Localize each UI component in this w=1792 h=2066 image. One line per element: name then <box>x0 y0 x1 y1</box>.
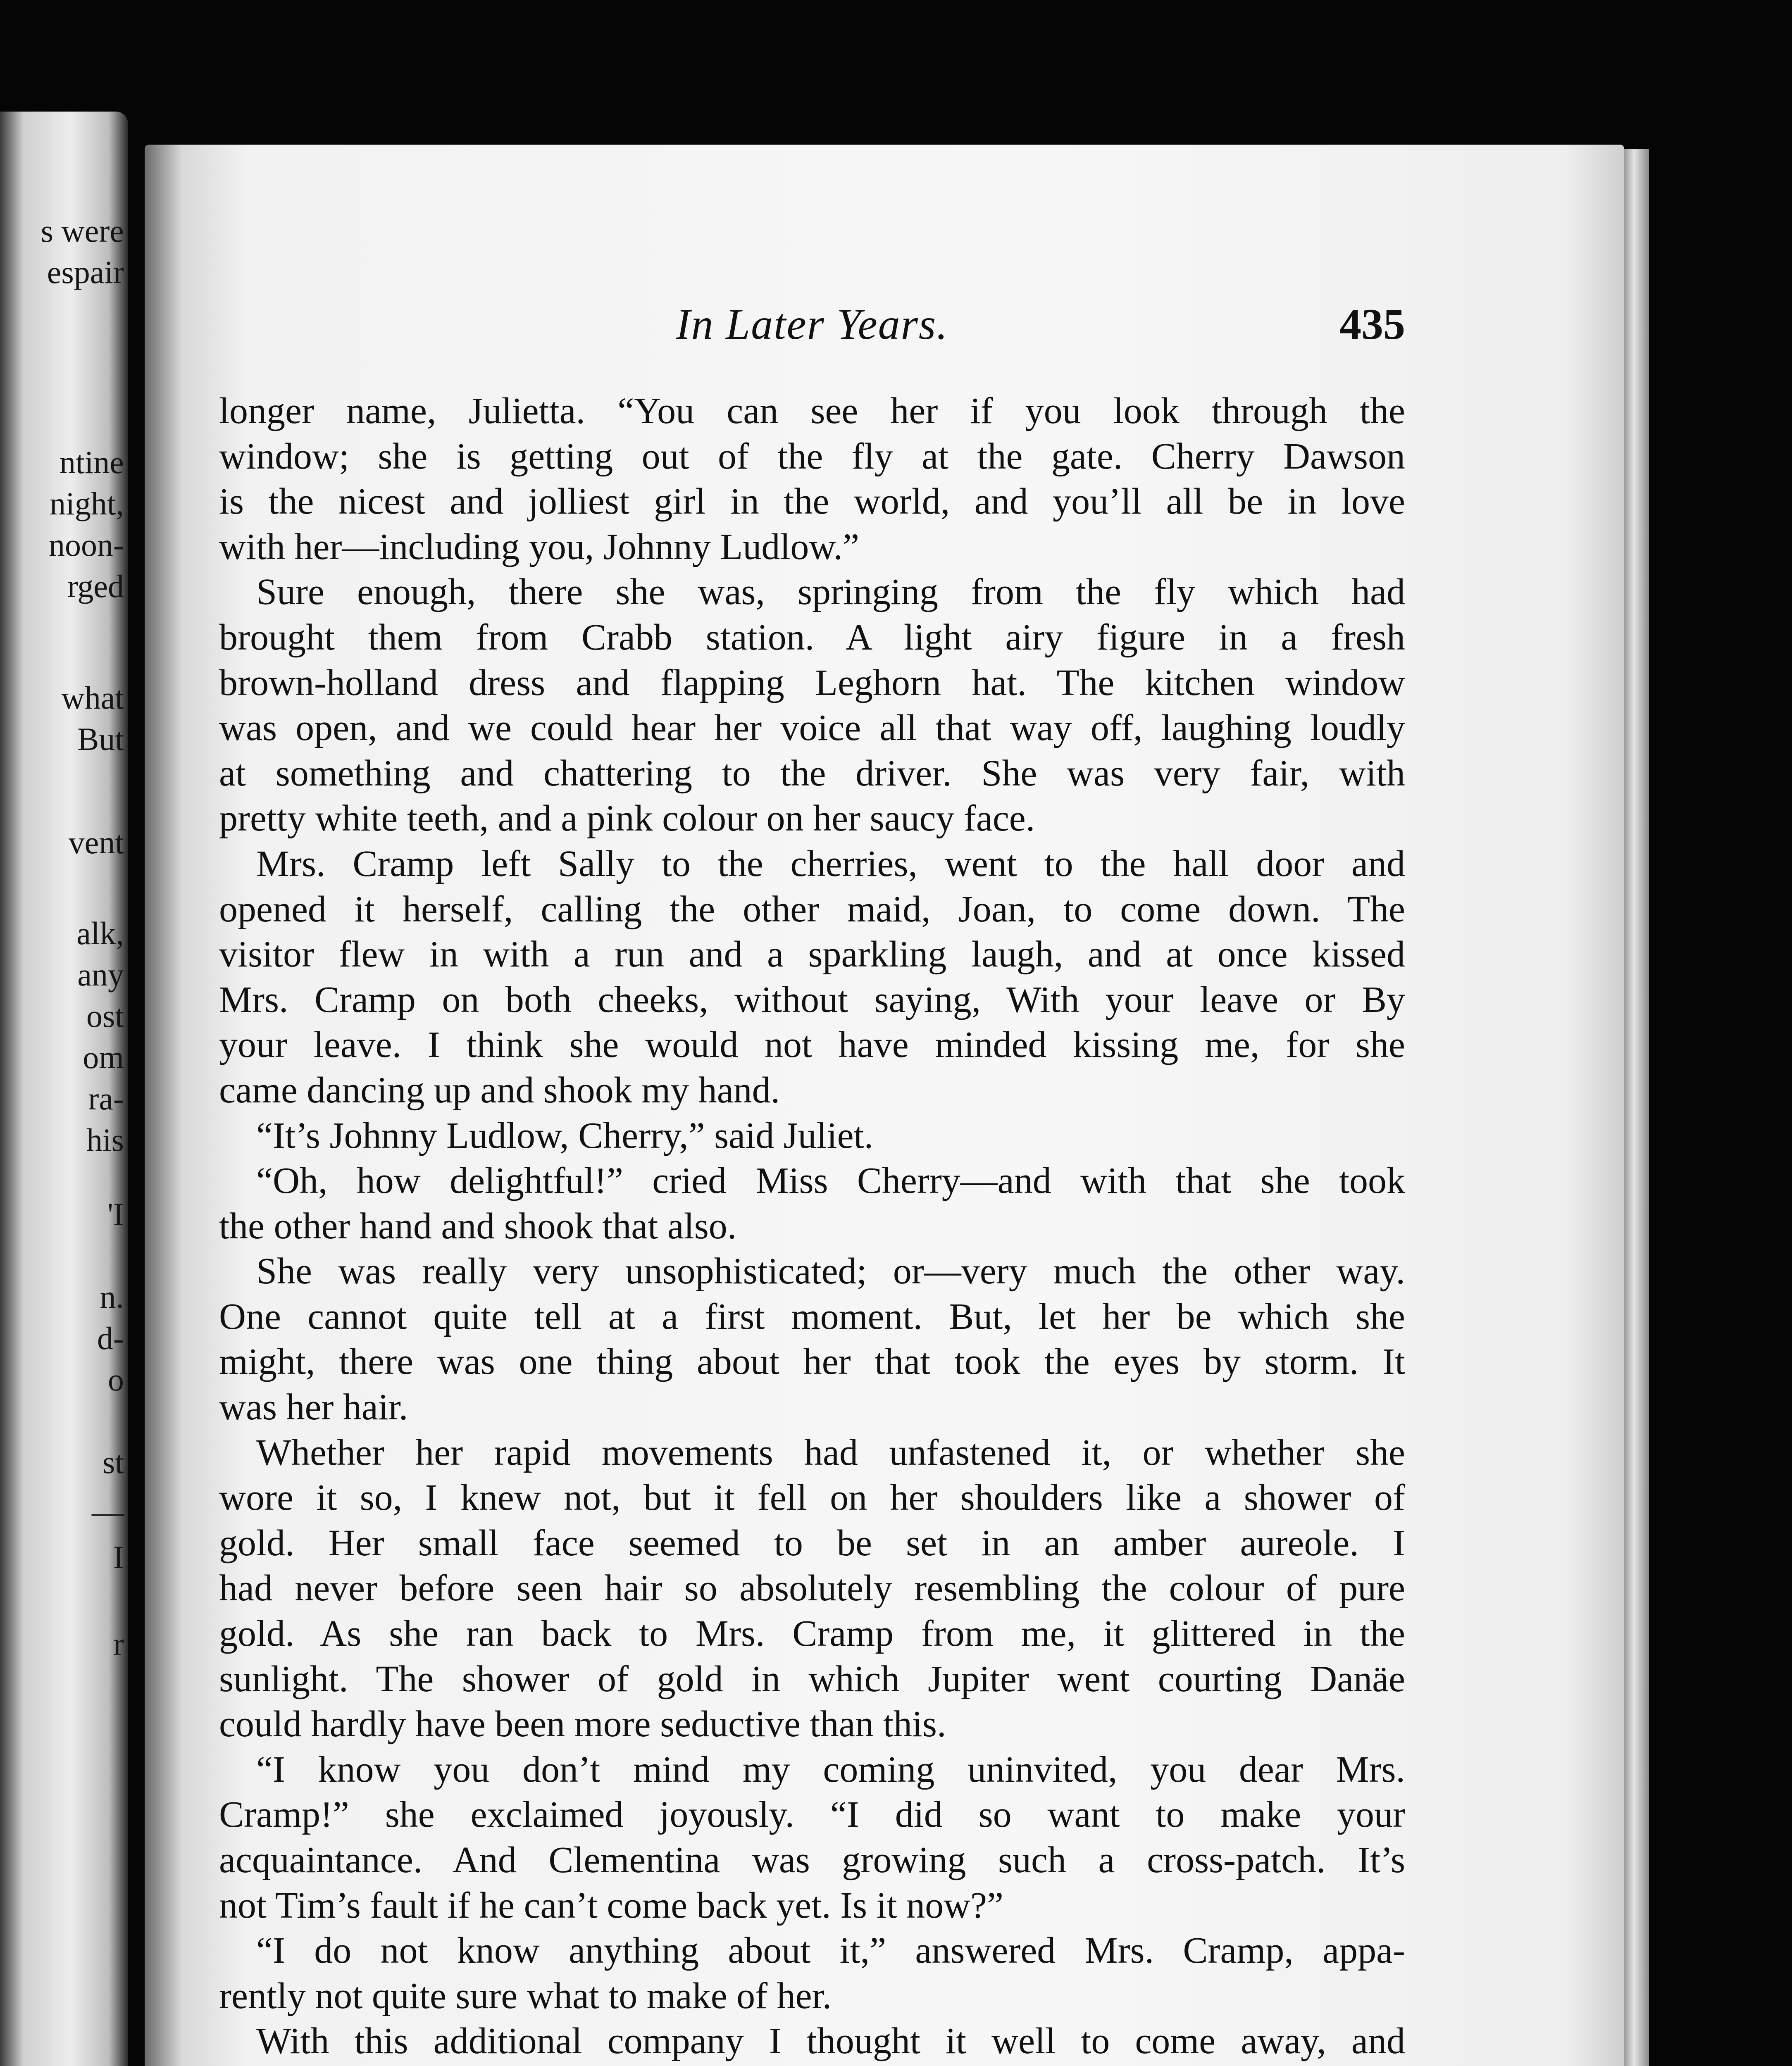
text-line: “I do not know anything about it,” answered Mrs. Cramp, appa- <box>256 1930 1405 1971</box>
facing-page-text-fragment: But <box>77 721 124 757</box>
facing-page-text-fragment: om <box>83 1039 124 1075</box>
facing-page-text-fragment: alk, <box>76 915 124 951</box>
text-line: was her hair. <box>219 1387 408 1428</box>
text-line: “It’s Johnny Ludlow, Cherry,” said Juliet. <box>256 1115 874 1156</box>
facing-page-text-fragment: espair <box>47 254 124 290</box>
facing-page-text-fragment: r <box>113 1626 124 1662</box>
text-line: could hardly have been more seductive than this. <box>219 1704 946 1745</box>
text-line: gold. As she ran back to Mrs. Cramp from me, it glittered in the <box>219 1613 1405 1654</box>
text-line: wore it so, I knew not, but it fell on her shoulders like a shower of <box>219 1477 1405 1519</box>
text-line: might, there was one thing about her that took the eyes by storm. It <box>219 1341 1405 1383</box>
text-line: is the nicest and jolliest girl in the world, and you’ll all be in love <box>219 481 1405 522</box>
text-line: Whether her rapid movements had unfastened it, or whether she <box>256 1432 1405 1473</box>
text-line: the other hand and shook that also. <box>219 1205 737 1247</box>
facing-page-text-fragment: o <box>108 1361 124 1397</box>
running-title: In Later Years. <box>676 300 948 348</box>
text-line <box>219 2064 1405 2066</box>
facing-page-text-fragment: — <box>92 1494 124 1530</box>
text-line: acquaintance. And Clementina was growing such a cross-patch. It’s <box>219 1840 1405 1880</box>
text-line: brown-holland dress and flapping Leghorn hat. The kitchen window <box>219 662 1405 703</box>
text-line: “I know you don’t mind my coming uninvited, you dear Mrs. <box>256 1749 1405 1790</box>
running-head <box>219 298 1405 351</box>
text-line: not Tim’s fault if he can’t come back yet. Is it now?” <box>219 1885 1003 1926</box>
text-line: “Oh, how delightful!” cried Miss Cherry—and with that she took <box>256 1160 1405 1202</box>
facing-page-text-fragment: s were <box>41 213 124 249</box>
text-line: your leave. I think she would not have minded kissing me, for she <box>219 1024 1405 1066</box>
text-line: sunlight. The shower of gold in which Jupiter went courting Danäe <box>219 1658 1405 1699</box>
facing-page-text-fragment: noon- <box>49 527 124 563</box>
facing-page-text-fragment: n. <box>100 1279 124 1315</box>
text-line: was open, and we could hear her voice all that way off, laughing loudly <box>219 707 1405 749</box>
text-line: Sure enough, there she was, springing from the fly which had <box>256 571 1405 613</box>
text-line: visitor flew in with a run and a sparkling laugh, and at once kissed <box>219 934 1405 975</box>
facing-page-text-fragment: d- <box>97 1320 124 1356</box>
facing-page-edge <box>0 112 128 2066</box>
facing-page-text-fragment: 'I <box>107 1196 124 1232</box>
facing-page-text-fragment: any <box>77 957 124 993</box>
text-line: Mrs. Cramp left Sally to the cherries, went to the hall door and <box>256 843 1405 884</box>
text-line: came dancing up and shook my hand. <box>219 1069 780 1111</box>
text-line: with her—including you, Johnny Ludlow.” <box>219 526 859 567</box>
facing-page-text-fragment: st <box>102 1444 124 1480</box>
facing-page-text-fragment: ra- <box>88 1081 124 1116</box>
text-line: opened it herself, calling the other maid, Joan, to come down. The <box>219 888 1405 930</box>
text-line: gold. Her small face seemed to be set in an amber aureole. I <box>219 1522 1405 1564</box>
text-line: window; she is getting out of the fly at the gate. Cherry Dawson <box>219 436 1405 477</box>
text-line: longer name, Julietta. “You can see her if you look through the <box>219 390 1405 431</box>
page-body-text <box>219 388 1405 2066</box>
text-line: Cramp!” she exclaimed joyously. “I did so want to make your <box>219 1794 1405 1835</box>
facing-page-text-fragment: rged <box>67 568 124 604</box>
page-number: 435 <box>1339 300 1405 348</box>
text-line: brought them from Crabb station. A light airy figure in a fresh <box>219 616 1405 658</box>
text-line: One cannot quite tell at a first moment. But, let her be which she <box>219 1296 1405 1337</box>
facing-page-text-fragment: night, <box>50 486 124 521</box>
text-line: pretty white teeth, and a pink colour on her saucy face. <box>219 798 1035 839</box>
text-line: had never before seen hair so absolutely resembling the colour of pure <box>219 1568 1405 1609</box>
facing-page-text-fragment: vent <box>68 824 124 860</box>
facing-page-text-fragment: what <box>61 680 124 716</box>
text-line: She was really very unsophisticated; or—very much the other way. <box>256 1251 1405 1292</box>
text-line: Mrs. Cramp on both cheeks, without saying, With your leave or By <box>219 979 1405 1020</box>
text-line: rently not quite sure what to make of her. <box>219 1975 832 2016</box>
facing-page-text-fragment: I <box>113 1539 124 1575</box>
text-line: With this additional company I thought it well to come away, and <box>256 2021 1405 2062</box>
facing-page-text-fragment: his <box>86 1122 124 1158</box>
facing-page-text-fragment: ost <box>86 998 124 1034</box>
facing-page-text-fragment: ntine <box>60 444 124 480</box>
page-edge-shadow <box>1624 149 1649 2066</box>
text-line: at something and chattering to the driver. She was very fair, with <box>219 752 1405 794</box>
